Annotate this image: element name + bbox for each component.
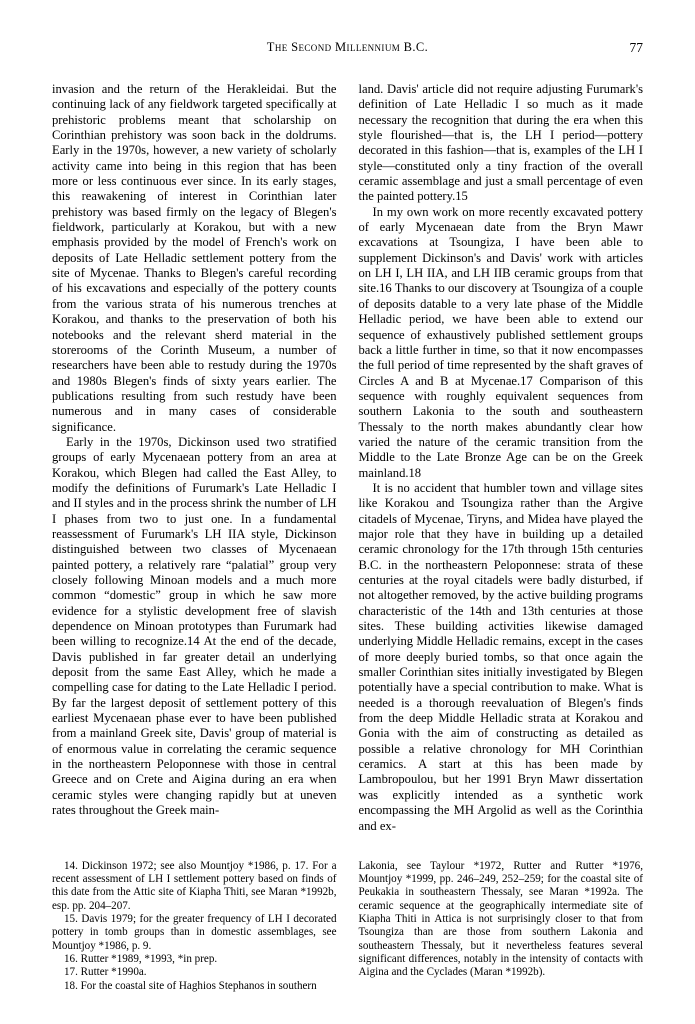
- footnote: 18. For the coastal site of Haghios Stephanos in southern: [64, 979, 317, 992]
- footnote: 14. Dickinson 1972; see also Mountjoy *1986, p. 17. For a recent assessment of LH I settlement pottery based on finds of this date from the Attic site of Kiapha Thiti, see Maran *1992b, esp. pp. 204–207.: [52, 859, 337, 912]
- running-head: [52, 40, 643, 62]
- footnote: 17. Rutter *1990a.: [64, 966, 147, 979]
- footnote: 16. Rutter *1989, *1993, *in prep.: [64, 952, 218, 965]
- paragraph: invasion and the return of the Herakleidai. But the continuing lack of any fieldwork targeted specifically at prehistoric problems meant that scholarship on Corinthian prehistory was soon back in the doldrums. Early in the 1970s, however, a new variety of scholarly activity came into being in this region that has been more or less continuous ever since. In its early stages, this reawakening of interest in Corinthian later prehistory was based firmly on the legacy of Blegen's fieldwork, particularly at Korakou, but with a new emphasis provided by the model of French's work on deposits of Late Helladic settlement pottery from the site of Mycenae. Thanks to Blegen's careful recording of his excavations and especially of the pottery counts from the various strata of his numerous trenches at Korakou, and thanks to the preservation of both his notebooks and the relevant sherd material in the storerooms of the Corinth Museum, a number of researchers have been able to restudy during the 1970s and 1980s Blegen's finds of sixty years earlier. The publications resulting from such restudy have been numerous and in many cases of considerable significance.: [52, 82, 337, 434]
- text-columns: [52, 82, 643, 834]
- paragraph: land. Davis' article did not require adjusting Furumark's definition of Late Helladic I so much as it made necessary the recognition that during the era when this style flourished—that is, the LH I period—pottery decorated in this fashion—that is, examples of the LH I style—constituted only a tiny fraction of the overall ceramic assemblage and just a small percentage of even the painted pottery.15: [358, 82, 643, 204]
- left-column: [52, 82, 337, 819]
- footnote-continuation: Lakonia, see Taylour *1972, Rutter and Rutter *1976, Mountjoy *1999, pp. 246–249, 252–259; for the coastal site of Peukakia in southeastern Thessaly, see Maran *1992a. The ceramic sequence at the geographically intermediate site of Kiapha Thiti in Attica is not surprisingly closer to that from Tsoungiza than are those from southern Lakonia and southeastern Thessaly, but it nevertheless features several significant differences, notably in the intensity of contacts with Aigina and the Cyclades (Maran *1992b).: [358, 859, 643, 979]
- footnote: 15. Davis 1979; for the greater frequency of LH I decorated pottery in tomb groups than in domestic assemblages, see Mountjoy *1986, p. 9.: [52, 913, 337, 952]
- paragraph: It is no accident that humbler town and village sites like Korakou and Tsoungiza rather than the Argive citadels of Mycenae, Tiryns, and Midea have played the major role that they have in building up a detailed ceramic chronology for the 17th through 15th centuries B.C. in the northeastern Peloponnese: strata of these centuries at the royal citadels were badly disturbed, if not altogether removed, by the active building programs characteristic of the 14th and 13th centuries at those sites. These building activities likewise damaged underlying Middle Helladic remains, except in the cases of more deeply buried tombs, so that once again the smaller Corinthian sites initially investigated by Blegen potentially have a special contribution to make. What is needed is a thorough reevaluation of Blegen's finds from the deep Middle Helladic strata at Korakou and Gonia with the aim of constructing as detailed as possible a relative chronology for MH Corinthian ceramics. A start at this has been made by Lambropoulou, but her 1991 Bryn Mawr dissertation was explicitly intended as a synthetic work encompassing the MH Argolid as well as the Corinthia and ex-: [358, 480, 643, 833]
- footnotes-right-column: [359, 860, 644, 980]
- paragraph: In my own work on more recently excavated pottery of early Mycenaean date from the Bryn Mawr excavations at Tsoungiza, I have been able to supplement Dickinson's and Davis' work with articles on LH I, LH IIA, and LH IIB ceramic groups from that site.16 Thanks to our discovery at Tsoungiza of a couple of deposits datable to a very late phase of the Middle Helladic period, we have been able to extend our sequence of exhaustively published settlement groups back a little further in time, so that it now encompasses the full period of time represented by the shaft graves of Circles A and B at Mycenae.17 Comparison of this sequence with roughly equivalent sequences from southern Lakonia to the south and southeastern Thessaly to the north makes abundantly clear how varied the nature of the ceramic transition from the Middle to the Late Bronze Age can be on the Greek mainland.18: [358, 204, 643, 480]
- page-title: The Second Millennium B.C.: [266, 40, 429, 54]
- paragraph: Early in the 1970s, Dickinson used two stratified groups of early Mycenaean pottery from an area at Korakou, which Blegen had called the East Alley, to modify the definitions of Furumark's Late Helladic I and II styles and in the process shrink the number of LH I phases from two to just one. In a fundamental reassessment of Furumark's LH IIA style, Dickinson distinguished between two classes of Mycenaean painted pottery, a relatively rare “palatial” group very closely following Minoan models and a much more common “domestic” group in which he saw more evidence for a stylistic development free of slavish dependence on Minoan prototypes than Furumark had been willing to recognize.14 At the end of the decade, Davis published in far greater detail an underlying deposit from the same East Alley, which he made a compelling case for dating to the Late Helladic I period. By far the largest deposit of settlement pottery of this earliest Mycenaean phase ever to have been published from a mainland Greek site, Davis' group of material is of enormous value in correlating the ceramic sequence in the northeastern Peloponnese with those in central Greece and on Crete and Aigina during an era when ceramic styles were changing rapidly but at uneven rates throughout the Greek main-: [52, 434, 337, 818]
- footnotes-section: [52, 860, 643, 993]
- page-number: 77: [629, 40, 643, 55]
- footnotes-left-column: [52, 860, 337, 993]
- right-column: [359, 82, 644, 834]
